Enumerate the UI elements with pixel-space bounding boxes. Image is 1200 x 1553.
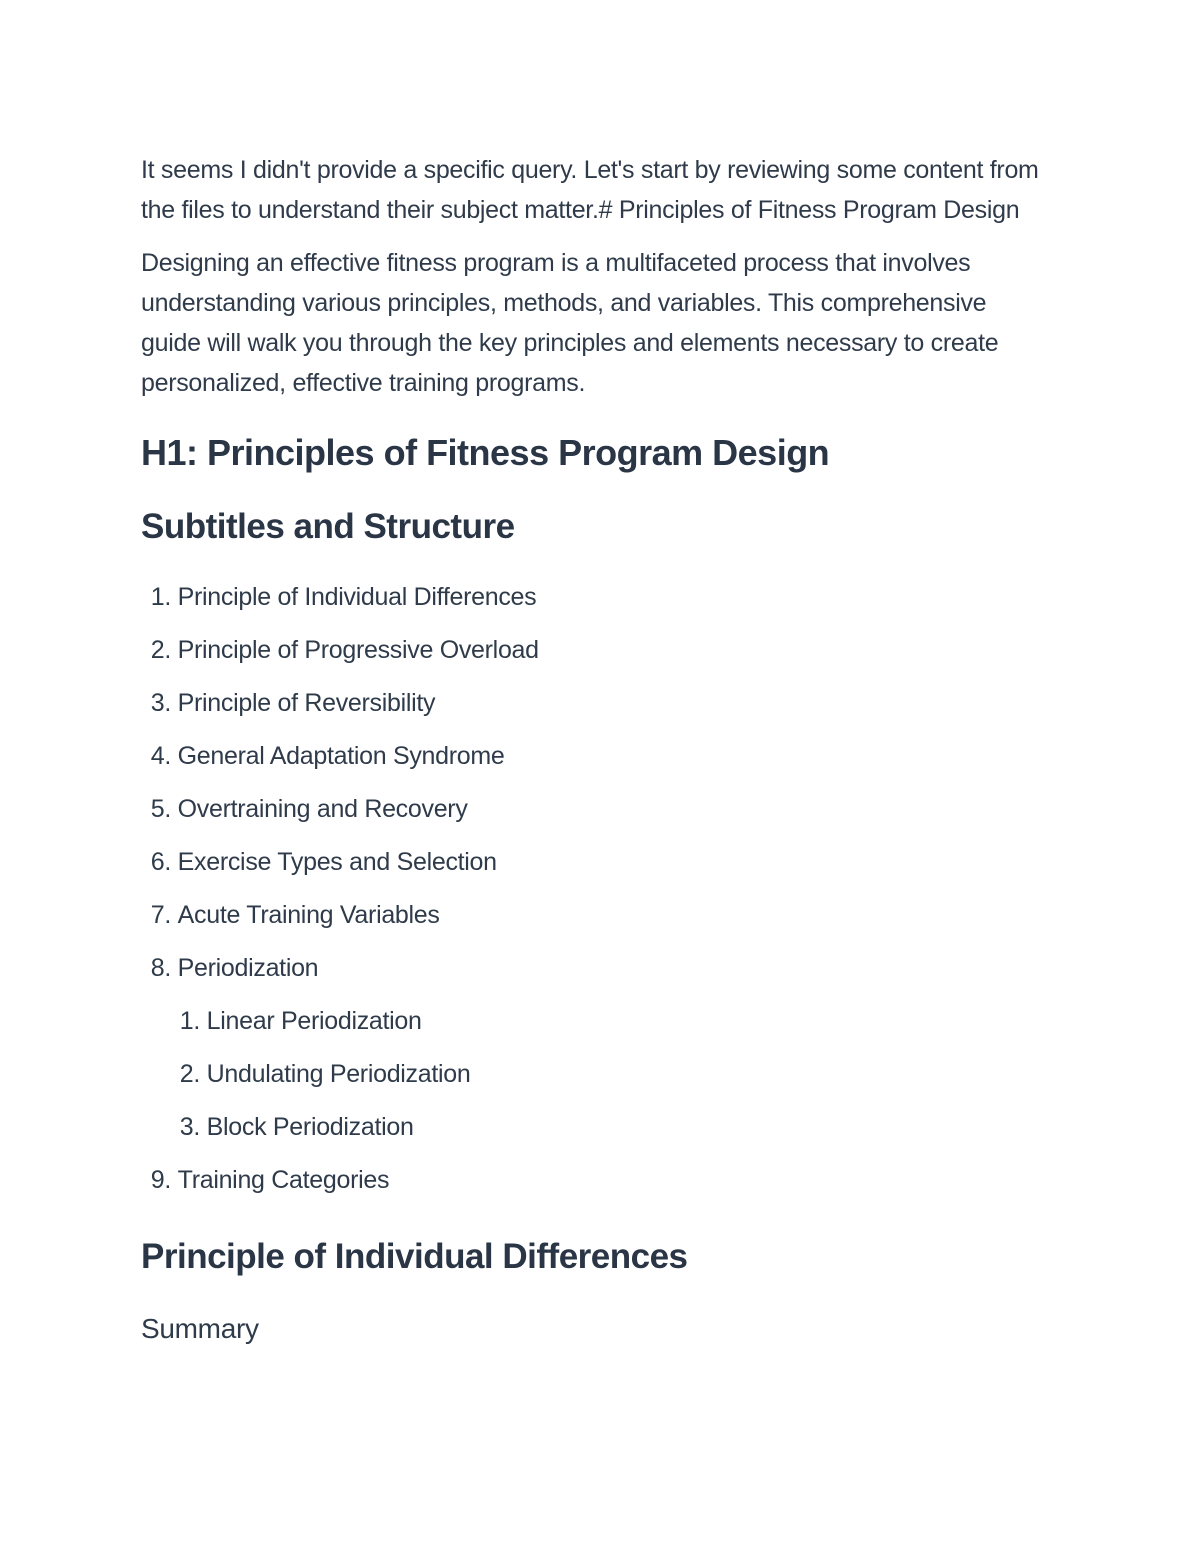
sub-list-item bbox=[141, 1101, 1041, 1154]
list-item-label: Overtraining and Recovery bbox=[177, 795, 468, 823]
list-item-label: Principle of Individual Differences bbox=[177, 583, 537, 611]
list-item bbox=[141, 783, 1041, 836]
list-item-number: 8. bbox=[150, 954, 171, 982]
list-item-number: 1. bbox=[179, 1007, 200, 1035]
list-item-label: Principle of Reversibility bbox=[177, 689, 436, 717]
list-item-label: Undulating Periodization bbox=[206, 1060, 471, 1088]
list-item-number: 3. bbox=[150, 689, 171, 717]
list-item-label: General Adaptation Syndrome bbox=[177, 742, 505, 770]
list-item bbox=[141, 836, 1041, 889]
outline-list bbox=[141, 571, 1041, 1207]
list-item bbox=[141, 677, 1041, 730]
list-item-label: Exercise Types and Selection bbox=[177, 848, 497, 876]
list-item-number: 2. bbox=[179, 1060, 200, 1088]
list-item bbox=[141, 1154, 1041, 1207]
list-item-label: Block Periodization bbox=[206, 1113, 414, 1141]
list-item-label: Acute Training Variables bbox=[177, 901, 440, 929]
list-item-number: 9. bbox=[150, 1166, 171, 1194]
list-item-label: Principle of Progressive Overload bbox=[177, 636, 539, 664]
intro-paragraph: It seems I didn't provide a specific query. Let's start by reviewing some content from the files to understand their subject matter.# Principles of Fitness Program Design bbox=[141, 156, 1039, 224]
list-item bbox=[141, 624, 1041, 677]
list-item-number: 7. bbox=[150, 901, 171, 929]
list-item-number: 4. bbox=[150, 742, 171, 770]
list-item bbox=[141, 571, 1041, 624]
sub-list-item bbox=[141, 995, 1041, 1048]
section-heading: Principle of Individual Differences bbox=[141, 1237, 688, 1276]
structure-heading: Subtitles and Structure bbox=[141, 507, 515, 546]
description-paragraph: Designing an effective fitness program is a multifaceted process that involves understanding various principles, methods, and variables. This comprehensive guide will walk you through the key principles and elements necessary to create personalized, effective training programs. bbox=[141, 249, 999, 397]
document-page bbox=[141, 150, 1041, 1351]
list-item bbox=[141, 889, 1041, 942]
list-item-number: 2. bbox=[150, 636, 171, 664]
list-item-number: 5. bbox=[150, 795, 171, 823]
list-item-label: Training Categories bbox=[177, 1166, 390, 1194]
list-item-number: 3. bbox=[179, 1113, 200, 1141]
list-item-label: Linear Periodization bbox=[206, 1007, 422, 1035]
list-item-number: 1. bbox=[150, 583, 171, 611]
list-item-number: 6. bbox=[150, 848, 171, 876]
document-title: H1: Principles of Fitness Program Design bbox=[141, 432, 830, 473]
list-item bbox=[141, 942, 1041, 995]
summary-heading: Summary bbox=[141, 1313, 259, 1344]
list-item-label: Periodization bbox=[177, 954, 319, 982]
sub-list-item bbox=[141, 1048, 1041, 1101]
list-item bbox=[141, 730, 1041, 783]
